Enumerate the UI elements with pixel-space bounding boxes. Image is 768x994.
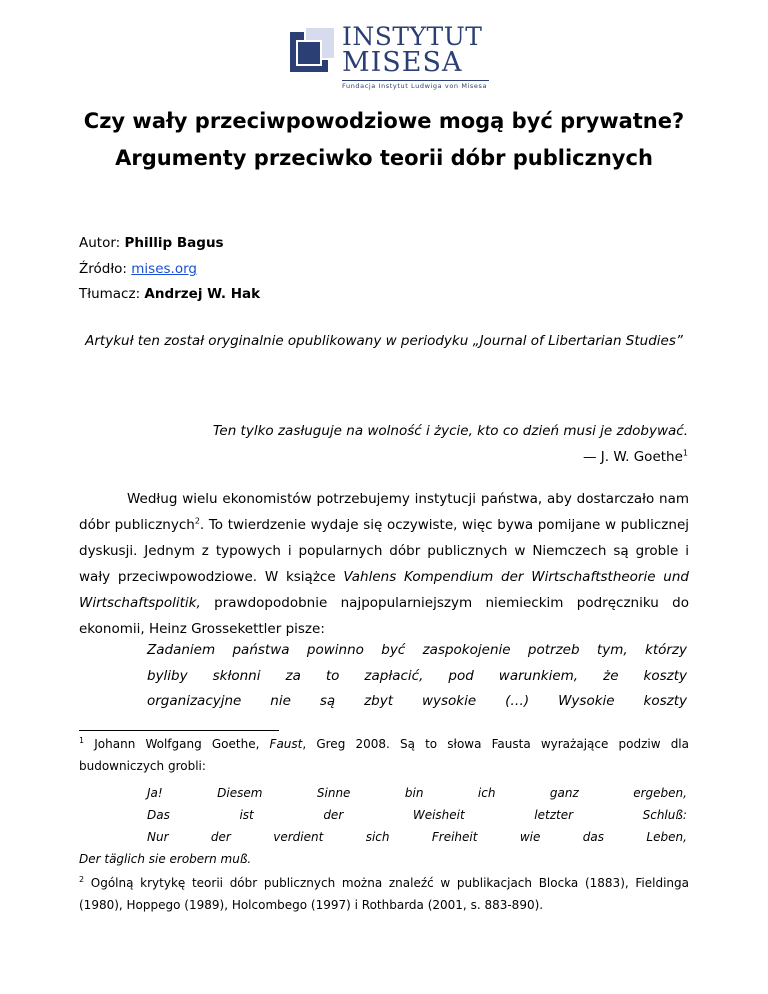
- epigraph-quote: Ten tylko zasługuje na wolność i życie, kto co dzień musi je zdobywać.: [212, 423, 688, 439]
- footnote-2: $^2$ Ogólną krytykę teorii dóbr publicznych można znaleźć w publikacjach Blocka (1883), Fieldinga (1980), Hoppego (1989), Holcombego (1997) i Rothbarda (2001, s. 883-890).: [79, 875, 689, 912]
- author-label: Autor:: [79, 235, 125, 251]
- epigraph: [213, 418, 688, 470]
- publication-note: Artykuł ten został oryginalnie opublikowany w periodyku „Journal of Libertarian Studies”: [85, 333, 683, 349]
- block-quote: [147, 638, 687, 715]
- logo-mark-icon: [290, 26, 338, 78]
- footnote-1-number: 1: [79, 736, 85, 745]
- epigraph-attribution: — J. W. Goethe$^1$: [582, 448, 688, 465]
- paragraph-1: Według wielu ekonomistów potrzebujemy instytucji państwa, aby dostarczało nam dóbr publicznych$^2$. To twierdzenie wydaje się oczywiste, więc bywa pomijane w publicznej dyskusji. Jednym z typowych i popularnych dóbr publicznych w Niemczech są groble i wały przeciwpowodziowe. W książce Vahlens Kompendium der Wirtschaftstheorie und Wirtschaftspolitik, prawdopodobnie najpopularniejszym niemieckim podręczniku do ekonomii, Heinz Grossekettler pisze:: [79, 491, 689, 637]
- poem-line: Nur der verdient sich Freiheit wie das Leben,: [147, 830, 687, 844]
- instytut-misesa-logo: [290, 22, 490, 90]
- logo-line2: MISESA: [342, 47, 463, 78]
- source-line: [79, 261, 197, 277]
- source-link[interactable]: mises.org: [131, 261, 197, 277]
- poem-last-line: Der täglich sie erobern muß.: [79, 852, 252, 866]
- quote-line: Zadaniem państwa powinno być zaspokojenie potrzeb tym, którzy: [147, 642, 687, 658]
- main-text: [79, 486, 689, 642]
- translator-name: Andrzej W. Hak: [144, 286, 261, 302]
- footnote-2-number: 2: [79, 875, 85, 884]
- source-label: Źródło:: [79, 261, 132, 277]
- footnote-separator: [79, 730, 279, 731]
- footnote-ref-1[interactable]: 1: [682, 448, 688, 458]
- article-title: Czy wały przeciwpowodziowe mogą być prywatne? Argumenty przeciwko teorii dóbr publicznych: [83, 109, 685, 170]
- footnote-1: $^1$ Johann Wolfgang Goethe, Faust, Greg 2008. Są to słowa Fausta wyrażające podziw dla budowniczych grobli:: [79, 736, 689, 773]
- footnote-poem: [147, 782, 687, 848]
- footnote-ref-2[interactable]: 2: [194, 516, 200, 526]
- quote-line: organizacyjne nie są zbyt wysokie (…) Wysokie koszty: [147, 693, 687, 709]
- logo-tagline: Fundacja Instytut Ludwiga von Misesa: [342, 82, 488, 90]
- logo-rule: [342, 80, 489, 81]
- faust-title: Faust: [269, 737, 303, 751]
- poem-line: Ja! Diesem Sinne bin ich ganz ergeben,: [147, 786, 687, 800]
- quote-line: byliby skłonni za to zapłacić, pod warunkiem, że koszty: [147, 667, 687, 684]
- poem-line: Das ist der Weisheit letzter Schluß:: [147, 808, 687, 822]
- author-line: [79, 235, 224, 251]
- translator-label: Tłumacz:: [79, 286, 145, 302]
- logo-line1: INSTYTUT: [342, 22, 483, 51]
- translator-line: [79, 286, 260, 302]
- book-title: Vahlens Kompendium der Wirtschaftstheorie und Wirtschaftspolitik,: [79, 569, 689, 611]
- author-name: Phillip Bagus: [124, 235, 224, 251]
